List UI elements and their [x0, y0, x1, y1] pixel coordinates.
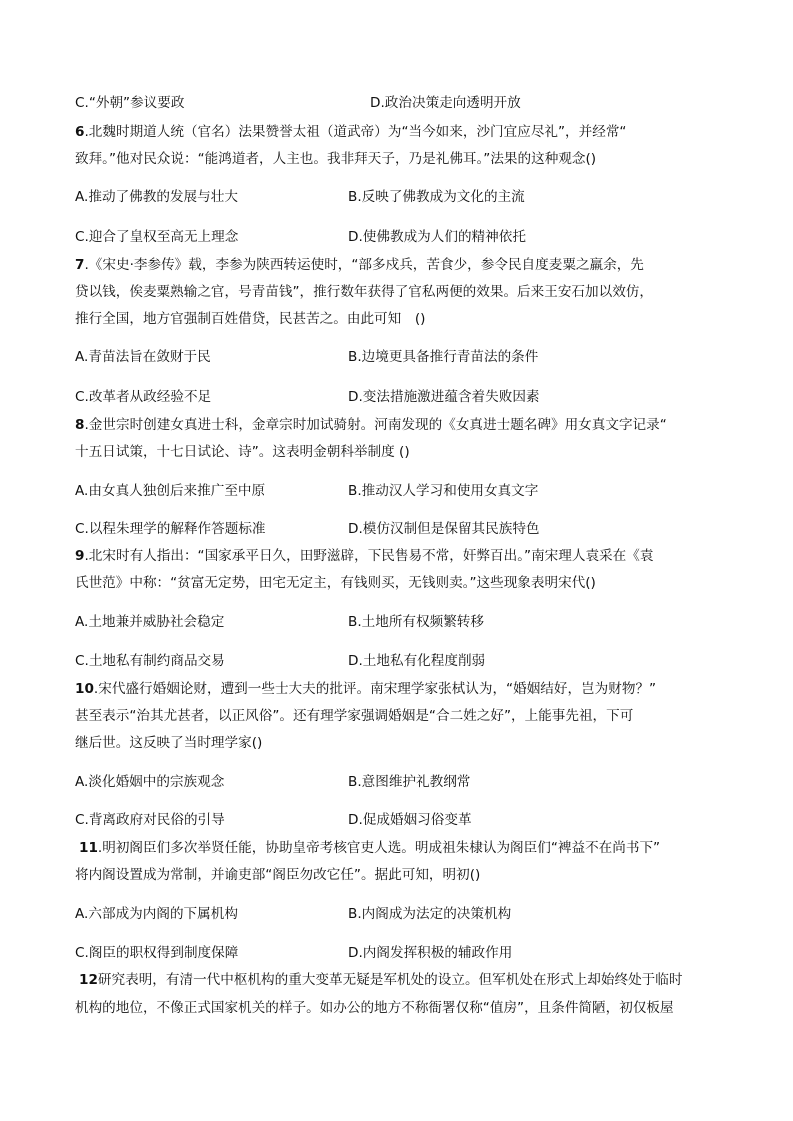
q8-option-c: C.以程朱理学的解释作答题标准: [75, 521, 266, 537]
q9-number: 9: [75, 548, 85, 564]
q11-option-d: D.内阁发挥积极的辅政作用: [348, 945, 513, 961]
q6-number: 6: [75, 124, 85, 140]
q12-stem-text1: 研究表明，有清一代中枢机构的重大变革无疑是军机处的设立。但军机处在形式上却始终处于临时: [97, 972, 683, 988]
q9-stem-line1: [75, 550, 653, 564]
q11-stem-line1: [79, 842, 660, 856]
q9-option-d: D.土地私有化程度削弱: [348, 653, 486, 669]
q6-option-a: A.推动了佛教的发展与壮大: [75, 189, 238, 205]
q6-stem-text1: .北魏时期道人统（官名）法果赞誉太祖（道武帝）为“当今如来，沙门宜应尽礼”，并经常“: [84, 124, 627, 140]
q12-number: 12: [79, 972, 98, 988]
q10-number: 10: [75, 681, 94, 697]
q5-option-c: C.“外朝”参议要政: [75, 95, 185, 111]
q6-option-b: B.反映了佛教成为文化的主流: [348, 189, 525, 205]
q9-option-c: C.土地私有制约商品交易: [75, 653, 225, 669]
q8-option-d: D.模仿汉制但是保留其民族特色: [348, 521, 540, 537]
q10-option-b: B.意图维护礼教纲常: [348, 774, 471, 790]
q9-option-a: A.土地兼并威胁社会稳定: [75, 614, 225, 630]
q11-option-b: B.内阁成为法定的决策机构: [348, 906, 512, 922]
q10-option-d: D.促成婚姻习俗变革: [348, 812, 472, 828]
q7-number: 7: [75, 257, 85, 273]
q7-option-c: C.改革者从政经验不足: [75, 389, 212, 405]
q7-option-b: B.边境更具备推行青苗法的条件: [348, 349, 539, 365]
q9-option-b: B.土地所有权频繁转移: [348, 614, 484, 630]
q11-stem-line2: 将内阁设置成为常制，并谕吏部“阁臣勿改它任”。据此可知，明初(): [75, 867, 481, 883]
q10-stem-line3: 继后世。这反映了当时理学家(): [75, 735, 263, 751]
q8-option-b: B.推动汉人学习和使用女真文字: [348, 483, 539, 499]
q8-stem-line1: [75, 419, 667, 433]
q9-stem-line2: 氏世范》中称：“贫富无定势，田宅无定主，有钱则买，无钱则卖。”这些现象表明宋代(): [75, 575, 596, 591]
q6-option-c: C.迎合了皇权至高无上理念: [75, 229, 239, 245]
q10-option-a: A.淡化婚姻中的宗族观念: [75, 774, 225, 790]
q8-stem-line2: 十五日试策，十七日试论、诗”。这表明金朝科举制度 (): [75, 444, 410, 460]
q9-stem-text1: .北宋时有人指出：“国家承平日久，田野滋辟，下民售易不常，奸弊百出。”南宋理人袁采在《袁: [84, 548, 654, 564]
q8-number: 8: [75, 417, 85, 433]
q5-option-d: D.政治决策走向透明开放: [370, 95, 521, 111]
q7-stem-text1: .《宋史·李参传》载，李参为陕西转运使时，“部多戍兵，苦食少，参令民自度麦粟之羸余，先: [84, 257, 644, 273]
q12-stem-line2: 机构的地位，不像正式国家机关的样子。如办公的地方不称衙署仅称“值房”，且条件简陋，初仅板屋: [75, 1000, 674, 1016]
q10-stem-text1: .宋代盛行婚姻论财，遭到一些士大夫的批评。南宋理学家张栻认为，“婚姻结好，岂为财物？”: [93, 681, 657, 697]
q11-stem-text1: .明初阁臣们多次举贤任能，协助皇帝考核官吏人选。明成祖朱棣认为阁臣们“裨益不在尚书下”: [97, 840, 661, 856]
q6-stem-line2: 致拜。”他对民众说：“能鸿道者，人主也。我非拜天子，乃是礼佛耳。”法果的这种观念(): [75, 151, 597, 167]
q7-stem-line3: 推行全国，地方官强制百姓借贷，民甚苦之。由此可知 (): [75, 311, 426, 327]
q7-stem-line1: [75, 259, 644, 273]
q10-stem-line1: [75, 683, 656, 697]
q7-stem-line2: 贷以钱，俟麦粟熟输之官，号青苗钱”，推行数年获得了官私两便的效果。后来王安石加以效仿，: [75, 284, 653, 300]
q12-stem-line1: [79, 974, 682, 988]
q10-stem-line2: 甚至表示“治其尤甚者，以正风俗”。还有理学家强调婚姻是“合二姓之好”，上能事先祖，下可: [75, 708, 634, 724]
q11-number: 11: [79, 840, 98, 856]
q11-option-c: C.阁臣的职权得到制度保障: [75, 945, 239, 961]
q11-option-a: A.六部成为内阁的下属机构: [75, 906, 238, 922]
q8-stem-text1: .金世宗时创建女真进士科，金章宗时加试骑射。河南发现的《女真进士题名碑》用女真文字记录“: [84, 417, 667, 433]
q8-option-a: A.由女真人独创后来推广至中原: [75, 483, 266, 499]
q10-option-c: C.背离政府对民俗的引导: [75, 812, 225, 828]
q6-option-d: D.使佛教成为人们的精神依托: [348, 229, 526, 245]
q6-stem-line1: [75, 126, 626, 140]
q7-option-a: A.青苗法旨在敛财于民: [75, 349, 211, 365]
q7-option-d: D.变法措施激进蕴含着失败因素: [348, 389, 540, 405]
